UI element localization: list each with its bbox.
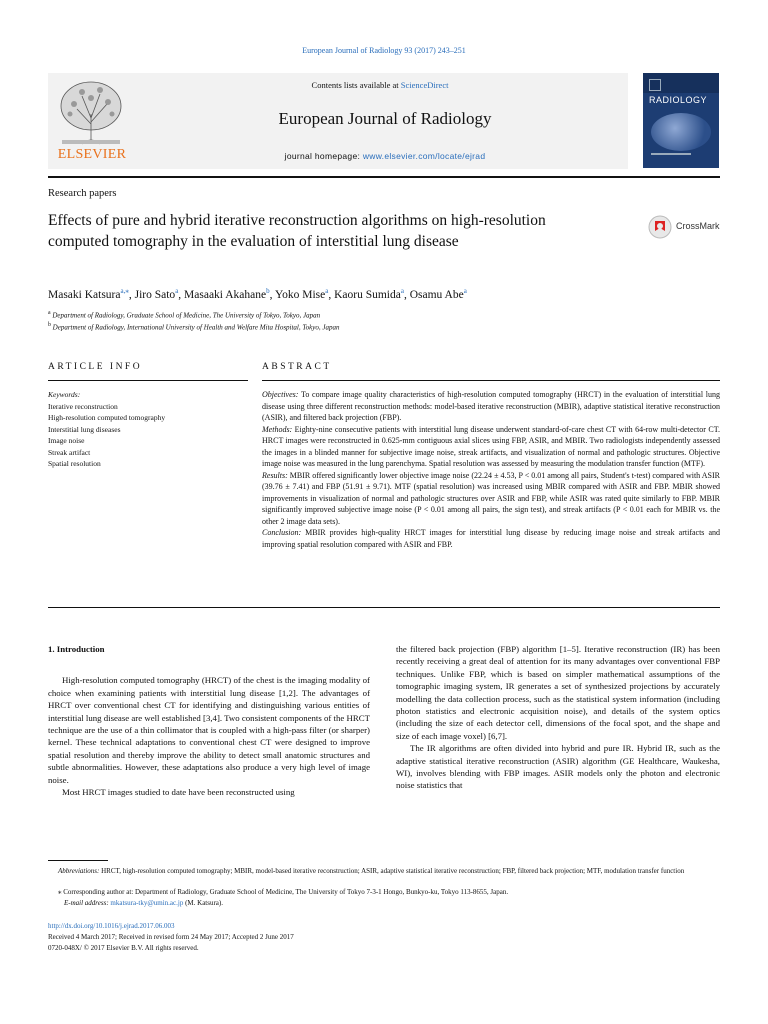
crossmark-icon <box>648 215 672 239</box>
journal-title: European Journal of Radiology <box>278 109 492 128</box>
body-paragraph: the filtered back projection (FBP) algorithm [1–5]. Iterative reconstruction (IR) has been recently receiving a great deal of attention for its many advantages over conventional FBP techniques. Unlike FBP, which is based on simpler mathematical assumptions of the tomographic imaging system, IR generates a set of synthesized projections by accurately modelling the data collection process, such as the statistical system information (including photon statistics and electronic acquisition noise), and details of the system optics (including the size of each detector cell, dimensions of the focal spot, and the shape and size of each image voxel) [6,7]. <box>396 644 720 741</box>
body-paragraph: High-resolution computed tomography (HRCT) of the chest is the imaging modality of choice when examining patients with interstitial lung disease [1,2]. The advantages of HRCT over conventional chest CT for identifying and distinguishing various entities of interstitial lung disease are well established [3,4]. Two consistent components of the HRCT technique are the use of a thin collimator that is coupled with a high-pass filter (or sharper) kernel. These technical adaptations to conventional chest CT were designed to improve spatial resolution and thereby improve the ability to detect small anatomic structures and subtle abnormalities. However, these adaptations also produce a very high level of image noise. <box>48 675 370 785</box>
affiliation: $^b$ Department of Radiology, International University of Health and Welfare Mita Hospital, Tokyo, Japan <box>48 322 340 332</box>
received-dates: Received 4 March 2017; Received in revised form 24 May 2017; Accepted 2 June 2017 <box>48 933 294 941</box>
footnote-corresponding: ⁎ Corresponding author at: Department of Radiology, Graduate School of Medicine, The University of Tokyo 7-3-1 Hongo, Bunkyo-ku, Tokyo 113-8655, Japan. <box>58 888 509 896</box>
author-list <box>48 287 688 301</box>
abstract-objectives: Objectives: To compare image quality characteristics of high-resolution computed tomography (HRCT) in the evaluation of interstitial lung disease using three different reconstruction methods: model-based iterative reconstruction (MBIR), adaptive statistical iterative reconstruction (ASIR), and filtered back projection (FBP). <box>262 390 720 422</box>
body-column-left <box>48 643 370 798</box>
article-section: Research papers <box>48 188 117 199</box>
footnote-abbreviations: Abbreviations: HRCT, high-resolution computed tomography; MBIR, model-based iterative reconstruction; ASIR, adaptive statistical iterative reconstruction; FBP, filtered back projection; MTF, modulation transfer function <box>58 867 685 875</box>
body-paragraph: Most HRCT images studied to date have been reconstructed using <box>62 787 295 798</box>
sciencedirect-link[interactable]: ScienceDirect <box>400 80 449 90</box>
homepage-link[interactable]: www.elsevier.com/locate/ejrad <box>362 151 486 161</box>
author: Jiro Sato$^a$, <box>134 287 185 301</box>
author: Masaki Katsura$^{a,⁎}$, <box>48 287 135 301</box>
keyword: Iterative reconstruction <box>48 401 118 411</box>
crossmark-badge[interactable] <box>648 215 720 239</box>
keywords-label: Keywords: <box>48 390 81 399</box>
article-title: Effects of pure and hybrid iterative reconstruction algorithms on high-resolution computed tomography in the evaluation of interstitial lung disease <box>48 212 546 250</box>
keyword: Interstitial lung diseases <box>48 424 121 434</box>
abstract-header: ABSTRACT <box>262 362 332 372</box>
journal-cover-image <box>643 73 719 168</box>
author: Yoko Mise$^a$, <box>274 287 335 301</box>
journal-homepage: journal homepage: www.elsevier.com/locate/ejrad <box>284 151 486 161</box>
running-head[interactable]: European Journal of Radiology 93 (2017) 243–251 <box>302 46 466 55</box>
body-paragraph: The IR algorithms are often divided into hybrid and pure IR. Hybrid IR, such as the adaptive statistical iterative reconstruction (ASIR) algorithm (GE Healthcare, Waukesha, WI), involves blending with FBP images. ASIR models only the photon and electronic noise statistics that <box>396 743 720 791</box>
affiliation: $^a$ Department of Radiology, Graduate School of Medicine, The University of Tokyo, Tokyo, Japan <box>48 310 321 320</box>
email-link[interactable]: mkatsura-tky@umin.ac.jp <box>110 899 184 907</box>
abstract-text <box>262 389 720 550</box>
divider <box>48 380 248 381</box>
author: Kaoru Sumida$^a$, <box>334 287 410 301</box>
copyright-line: 0720-048X/ © 2017 Elsevier B.V. All rights reserved. <box>48 944 199 952</box>
body-column-right <box>396 643 720 792</box>
contents-line: Contents lists available at ScienceDirect <box>311 80 449 90</box>
keywords-block <box>48 389 248 470</box>
keyword: Image noise <box>48 436 85 445</box>
publisher-name: ELSEVIER <box>57 147 127 162</box>
crossmark-label: CrossMark <box>676 221 720 231</box>
footnote-rule <box>48 860 108 861</box>
divider <box>48 607 720 608</box>
divider <box>262 380 720 381</box>
section-heading: 1. Introduction <box>48 644 105 654</box>
keyword: Streak artifact <box>48 447 91 457</box>
doi-link[interactable]: http://dx.doi.org/10.1016/j.ejrad.2017.06.003 <box>48 922 175 930</box>
keyword: Spatial resolution <box>48 459 101 468</box>
abstract-methods: Methods: Eighty-nine consecutive patients with interstitial lung disease underwent standard-of-care chest CT with 64-row multi-detector CT. HRCT images were reconstructed in 0.625-mm contiguous axial slices using FBP, ASIR, and MBIR. Two radiologists independently assessed the images in a blinded manner for subjective image noise, streak artifacts, and visualization of normal and pathologic structures. Objective image noise was measured in the lung parenchyma. Spatial resolution was assessed by measuring the modulation transfer function (MTF). <box>262 424 720 468</box>
masthead-rule <box>48 176 720 178</box>
abstract-results: Results: MBIR offered significantly lower objective image noise (22.24 ± 4.53, P < 0.01 among all pairs, Student's t-test) compared with ASIR (39.76 ± 7.41) and FBP (51.91 ± 9.71). MTF (spatial resolution) was increased using MBIR compared with ASIR and FBP. MBIR showed improvements in visualization of normal and pathologic structures over ASIR and FBP, while ASIR was rated quite similarly to FBP. MBIR significantly improved subjective image noise (P < 0.01 among all pairs, the sign test), and streak artifacts (P < 0.01 each for MBIR vs. the other 2 image data sets). <box>262 470 720 526</box>
keyword: High-resolution computed tomography <box>48 413 166 422</box>
cover-title: RADIOLOGY <box>649 95 708 105</box>
footnote-email: E-mail address: mkatsura-tky@umin.ac.jp (M. Katsura). <box>64 899 223 907</box>
author: Masaaki Akahane$^b$, <box>184 287 275 301</box>
article-info-header: ARTICLE INFO <box>48 362 143 372</box>
author: Osamu Abe$^a$ <box>409 287 467 301</box>
abstract-conclusion: Conclusion: MBIR provides high-quality HRCT images for interstitial lung disease by reducing image noise and streak artifacts and improving spatial resolution compared with ASIR and FBP. <box>262 528 720 549</box>
